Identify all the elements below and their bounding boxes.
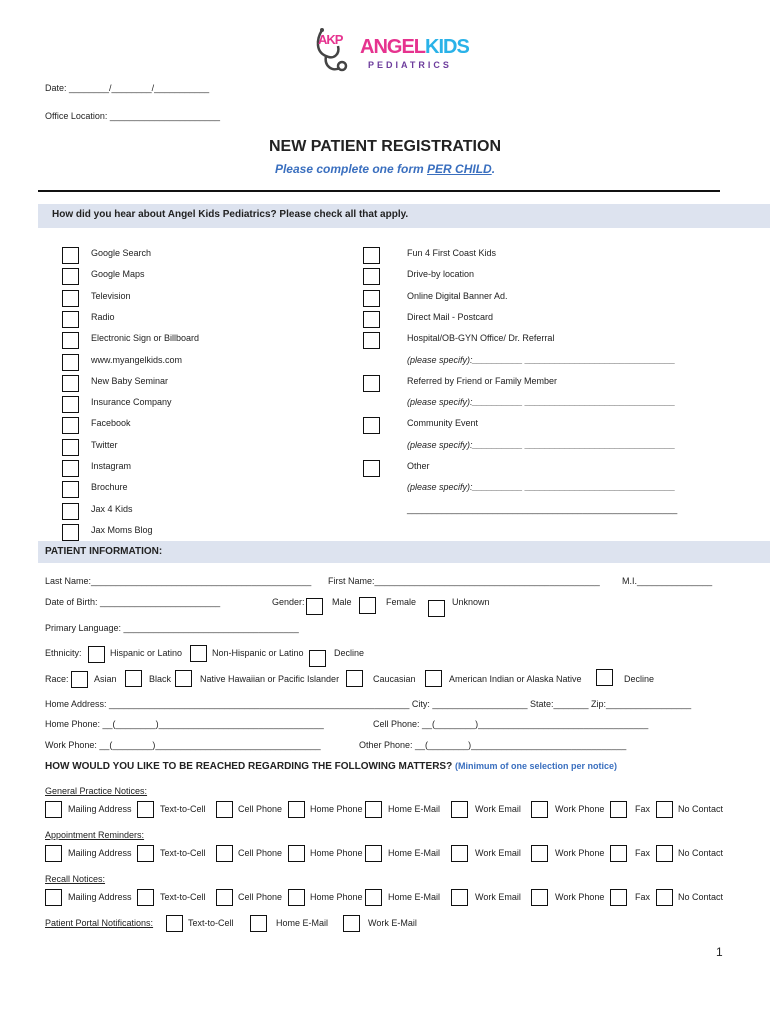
asian-checkbox[interactable] bbox=[71, 671, 88, 688]
contact-option-checkbox[interactable] bbox=[137, 845, 154, 862]
hear-left-label: Instagram bbox=[91, 461, 132, 471]
contact-option-checkbox[interactable] bbox=[216, 845, 233, 862]
hear-left-checkbox[interactable] bbox=[62, 524, 79, 541]
hear-left-checkbox[interactable] bbox=[62, 247, 79, 264]
subtitle-pre: Please complete one form bbox=[274, 162, 428, 176]
ethnicity-decline-label: Decline bbox=[334, 648, 365, 658]
contact-option-label: Home Phone bbox=[310, 892, 363, 902]
home-address-field[interactable]: Home Address: ____________________________________________________________ City: ___________________ State:_______ Zip:_________________ bbox=[45, 699, 692, 709]
logo-name-kids: KIDS bbox=[425, 36, 469, 58]
portal-text-checkbox[interactable] bbox=[166, 915, 183, 932]
contact-option-checkbox[interactable] bbox=[45, 889, 62, 906]
portal-notifications-label: Patient Portal Notifications: bbox=[45, 918, 154, 928]
contact-option-checkbox[interactable] bbox=[531, 845, 548, 862]
dob-field[interactable]: Date of Birth: ________________________ bbox=[45, 597, 221, 607]
last-name-field[interactable]: Last Name:____________________________________________ bbox=[45, 576, 312, 586]
general-notices-label: General Practice Notices: bbox=[45, 786, 148, 796]
portal-work-email-checkbox[interactable] bbox=[343, 915, 360, 932]
contact-option-label: Home Phone bbox=[310, 804, 363, 814]
contact-option-label: Fax bbox=[635, 804, 651, 814]
female-label: Female bbox=[386, 597, 417, 607]
contact-option-checkbox[interactable] bbox=[137, 889, 154, 906]
gender-label: Gender: bbox=[272, 597, 305, 607]
non-hispanic-checkbox[interactable] bbox=[190, 645, 207, 662]
hear-specify-field[interactable]: (please specify):__________ ______________________________ bbox=[407, 439, 676, 450]
contact-option-checkbox[interactable] bbox=[216, 889, 233, 906]
race-decline-label: Decline bbox=[624, 674, 655, 684]
contact-option-label: Home E-Mail bbox=[388, 892, 441, 902]
logo-name-angel: ANGEL bbox=[360, 36, 425, 58]
contact-option-label: No Contact bbox=[678, 892, 724, 902]
hear-left-label: www.myangelkids.com bbox=[91, 354, 183, 365]
hear-right-label: Other bbox=[407, 461, 430, 471]
hear-question: How did you hear about Angel Kids Pediatrics? Please check all that apply. bbox=[52, 209, 409, 220]
contact-option-label: Work Phone bbox=[555, 848, 605, 858]
contact-option-checkbox[interactable] bbox=[45, 845, 62, 862]
black-checkbox[interactable] bbox=[125, 670, 142, 687]
contact-option-label: Home Phone bbox=[310, 848, 363, 858]
portal-text-label: Text-to-Cell bbox=[188, 918, 234, 928]
hear-left-checkbox[interactable] bbox=[62, 460, 79, 477]
contact-option-label: Fax bbox=[635, 892, 651, 902]
first-name-field[interactable]: First Name:_____________________________________________ bbox=[328, 576, 600, 586]
hear-left-label: Twitter bbox=[91, 439, 118, 450]
work-phone-field[interactable]: Work Phone: __(________)_________________________________ bbox=[45, 740, 321, 750]
contact-option-label: Work Phone bbox=[555, 804, 605, 814]
contact-option-label: Mailing Address bbox=[68, 892, 132, 902]
asian-label: Asian bbox=[94, 674, 117, 684]
mi-field[interactable]: M.I._______________ bbox=[622, 576, 713, 586]
hear-left-label: Electronic Sign or Billboard bbox=[91, 333, 200, 344]
recall-notices-label: Recall Notices: bbox=[45, 874, 106, 884]
hear-left-checkbox[interactable] bbox=[62, 481, 79, 498]
contact-option-label: Mailing Address bbox=[68, 804, 132, 814]
contact-option-checkbox[interactable] bbox=[656, 889, 673, 906]
native-hawaiian-label: Native Hawaiian or Pacific Islander bbox=[200, 674, 340, 684]
hear-left-checkbox[interactable] bbox=[62, 332, 79, 349]
hear-left-label: Jax Moms Blog bbox=[91, 524, 153, 535]
caucasian-label: Caucasian bbox=[373, 674, 416, 684]
hear-right-checkbox[interactable] bbox=[363, 247, 380, 264]
logo-mark: AKP bbox=[318, 32, 343, 47]
ethnicity-label: Ethnicity: bbox=[45, 648, 82, 658]
contact-option-label: Home E-Mail bbox=[388, 804, 441, 814]
non-hispanic-label: Non-Hispanic or Latino bbox=[212, 648, 304, 658]
male-label: Male bbox=[332, 597, 352, 607]
contact-option-checkbox[interactable] bbox=[365, 801, 382, 818]
hear-left-label: Jax 4 Kids bbox=[91, 503, 133, 514]
hear-left-label: Google Search bbox=[91, 248, 152, 258]
portal-work-email-label: Work E-Mail bbox=[368, 918, 417, 928]
hear-left-label: Television bbox=[91, 290, 131, 301]
hear-right-label: Community Event bbox=[407, 418, 479, 429]
black-label: Black bbox=[149, 674, 172, 684]
contact-option-checkbox[interactable] bbox=[656, 801, 673, 818]
caucasian-checkbox[interactable] bbox=[346, 670, 363, 687]
contact-option-label: Work Email bbox=[475, 848, 521, 858]
hear-left-checkbox[interactable] bbox=[62, 396, 79, 413]
office-location-field[interactable]: Office Location: ______________________ bbox=[45, 111, 220, 121]
hear-left-checkbox[interactable] bbox=[62, 375, 79, 392]
hear-right-label: Online Digital Banner Ad. bbox=[407, 290, 508, 301]
appointment-reminders-label: Appointment Reminders: bbox=[45, 830, 145, 840]
hear-right-checkbox[interactable] bbox=[363, 290, 380, 307]
contact-option-checkbox[interactable] bbox=[451, 801, 468, 818]
hear-right-checkbox[interactable] bbox=[363, 460, 380, 477]
contact-option-checkbox[interactable] bbox=[610, 801, 627, 818]
page-number: 1 bbox=[716, 945, 723, 959]
contact-option-label: No Contact bbox=[678, 804, 724, 814]
contact-heading-text: HOW WOULD YOU LIKE TO BE REACHED REGARDING THE FOLLOWING MATTERS? bbox=[45, 761, 453, 772]
contact-option-label: Work Phone bbox=[555, 892, 605, 902]
hear-left-label: Insurance Company bbox=[91, 397, 172, 408]
hear-right-checkbox[interactable] bbox=[363, 332, 380, 349]
contact-option-checkbox[interactable] bbox=[365, 889, 382, 906]
logo bbox=[312, 26, 469, 74]
contact-option-label: Cell Phone bbox=[238, 848, 283, 858]
contact-option-checkbox[interactable] bbox=[610, 889, 627, 906]
contact-option-label: Cell Phone bbox=[238, 804, 283, 814]
portal-home-email-checkbox[interactable] bbox=[250, 915, 267, 932]
hear-right-checkbox[interactable] bbox=[363, 268, 380, 285]
hear-specify-field[interactable]: ______________________________________________________ bbox=[407, 503, 678, 514]
contact-option-checkbox[interactable] bbox=[45, 801, 62, 818]
contact-option-label: No Contact bbox=[678, 848, 724, 858]
hear-right-label: Fun 4 First Coast Kids bbox=[407, 248, 497, 258]
hear-right-label: Hospital/OB-GYN Office/ Dr. Referral bbox=[407, 333, 555, 344]
hear-left-checkbox[interactable] bbox=[62, 417, 79, 434]
hear-left-label: Brochure bbox=[91, 482, 128, 493]
unknown-label: Unknown bbox=[452, 597, 490, 607]
contact-option-label: Mailing Address bbox=[68, 848, 132, 858]
contact-option-checkbox[interactable] bbox=[288, 845, 305, 862]
hear-right-checkbox[interactable] bbox=[363, 311, 380, 328]
american-indian-checkbox[interactable] bbox=[425, 670, 442, 687]
hear-specify-field[interactable]: (please specify):__________ ______________________________ bbox=[407, 397, 676, 408]
hispanic-checkbox[interactable] bbox=[88, 646, 105, 663]
hear-left-label: Radio bbox=[91, 311, 115, 322]
hispanic-label: Hispanic or Latino bbox=[110, 648, 183, 658]
subtitle-emphasis: PER CHILD bbox=[427, 162, 492, 176]
hear-left-label: New Baby Seminar bbox=[91, 375, 169, 386]
contact-option-checkbox[interactable] bbox=[531, 801, 548, 818]
race-decline-checkbox[interactable] bbox=[596, 669, 613, 686]
contact-option-checkbox[interactable] bbox=[531, 889, 548, 906]
hear-right-checkbox[interactable] bbox=[363, 417, 380, 434]
hear-right-checkbox[interactable] bbox=[363, 375, 380, 392]
contact-option-checkbox[interactable] bbox=[137, 801, 154, 818]
logo-sub: PEDIATRICS bbox=[368, 60, 452, 70]
page-subtitle bbox=[0, 162, 770, 176]
contact-option-checkbox[interactable] bbox=[288, 889, 305, 906]
contact-option-label: Text-to-Cell bbox=[160, 848, 206, 858]
hear-left-label: Facebook bbox=[91, 418, 131, 429]
contact-option-label: Home E-Mail bbox=[388, 848, 441, 858]
contact-option-checkbox[interactable] bbox=[656, 845, 673, 862]
hear-right-label: Direct Mail - Postcard bbox=[407, 311, 494, 322]
hear-left-label: Google Maps bbox=[91, 269, 145, 280]
native-hawaiian-checkbox[interactable] bbox=[175, 670, 192, 687]
race-label: Race: bbox=[45, 674, 69, 684]
other-phone-field[interactable]: Other Phone: __(________)_______________________________ bbox=[359, 740, 627, 750]
date-field[interactable]: Date: ________/________/___________ bbox=[45, 83, 210, 93]
subtitle-post: . bbox=[491, 162, 496, 176]
hear-left-checkbox[interactable] bbox=[62, 354, 79, 371]
hear-specify-field[interactable]: (please specify):__________ ______________________________ bbox=[407, 354, 676, 365]
hear-left-checkbox[interactable] bbox=[62, 503, 79, 520]
contact-option-label: Fax bbox=[635, 848, 651, 858]
unknown-checkbox[interactable] bbox=[428, 600, 445, 617]
contact-note: (Minimum of one selection per notice) bbox=[455, 761, 618, 771]
hear-left-checkbox[interactable] bbox=[62, 311, 79, 328]
american-indian-label: American Indian or Alaska Native bbox=[449, 674, 582, 684]
page-title: NEW PATIENT REGISTRATION bbox=[269, 138, 501, 155]
hear-left-checkbox[interactable] bbox=[62, 439, 79, 456]
ethnicity-decline-checkbox[interactable] bbox=[309, 650, 326, 667]
hear-right-label: Referred by Friend or Family Member bbox=[407, 375, 558, 386]
hear-left-checkbox[interactable] bbox=[62, 268, 79, 285]
contact-heading bbox=[45, 761, 617, 772]
contact-option-label: Work Email bbox=[475, 892, 521, 902]
male-checkbox[interactable] bbox=[306, 598, 323, 615]
contact-option-label: Text-to-Cell bbox=[160, 892, 206, 902]
title-rule bbox=[38, 190, 720, 192]
contact-option-checkbox[interactable] bbox=[365, 845, 382, 862]
hear-left-checkbox[interactable] bbox=[62, 290, 79, 307]
contact-option-checkbox[interactable] bbox=[216, 801, 233, 818]
contact-option-label: Text-to-Cell bbox=[160, 804, 206, 814]
primary-language-field[interactable]: Primary Language: ___________________________________ bbox=[45, 623, 299, 633]
portal-home-email-label: Home E-Mail bbox=[276, 918, 329, 928]
contact-option-checkbox[interactable] bbox=[288, 801, 305, 818]
cell-phone-field[interactable]: Cell Phone: __(________)__________________________________ bbox=[373, 719, 649, 729]
patient-heading: PATIENT INFORMATION: bbox=[45, 546, 163, 557]
hear-specify-field[interactable]: (please specify):__________ ______________________________ bbox=[407, 482, 676, 493]
contact-option-label: Work Email bbox=[475, 804, 521, 814]
hear-right-label: Drive-by location bbox=[407, 269, 475, 280]
contact-option-label: Cell Phone bbox=[238, 892, 283, 902]
female-checkbox[interactable] bbox=[359, 597, 376, 614]
contact-option-checkbox[interactable] bbox=[610, 845, 627, 862]
contact-option-checkbox[interactable] bbox=[451, 889, 468, 906]
home-phone-field[interactable]: Home Phone: __(________)_________________________________ bbox=[45, 719, 324, 729]
contact-option-checkbox[interactable] bbox=[451, 845, 468, 862]
